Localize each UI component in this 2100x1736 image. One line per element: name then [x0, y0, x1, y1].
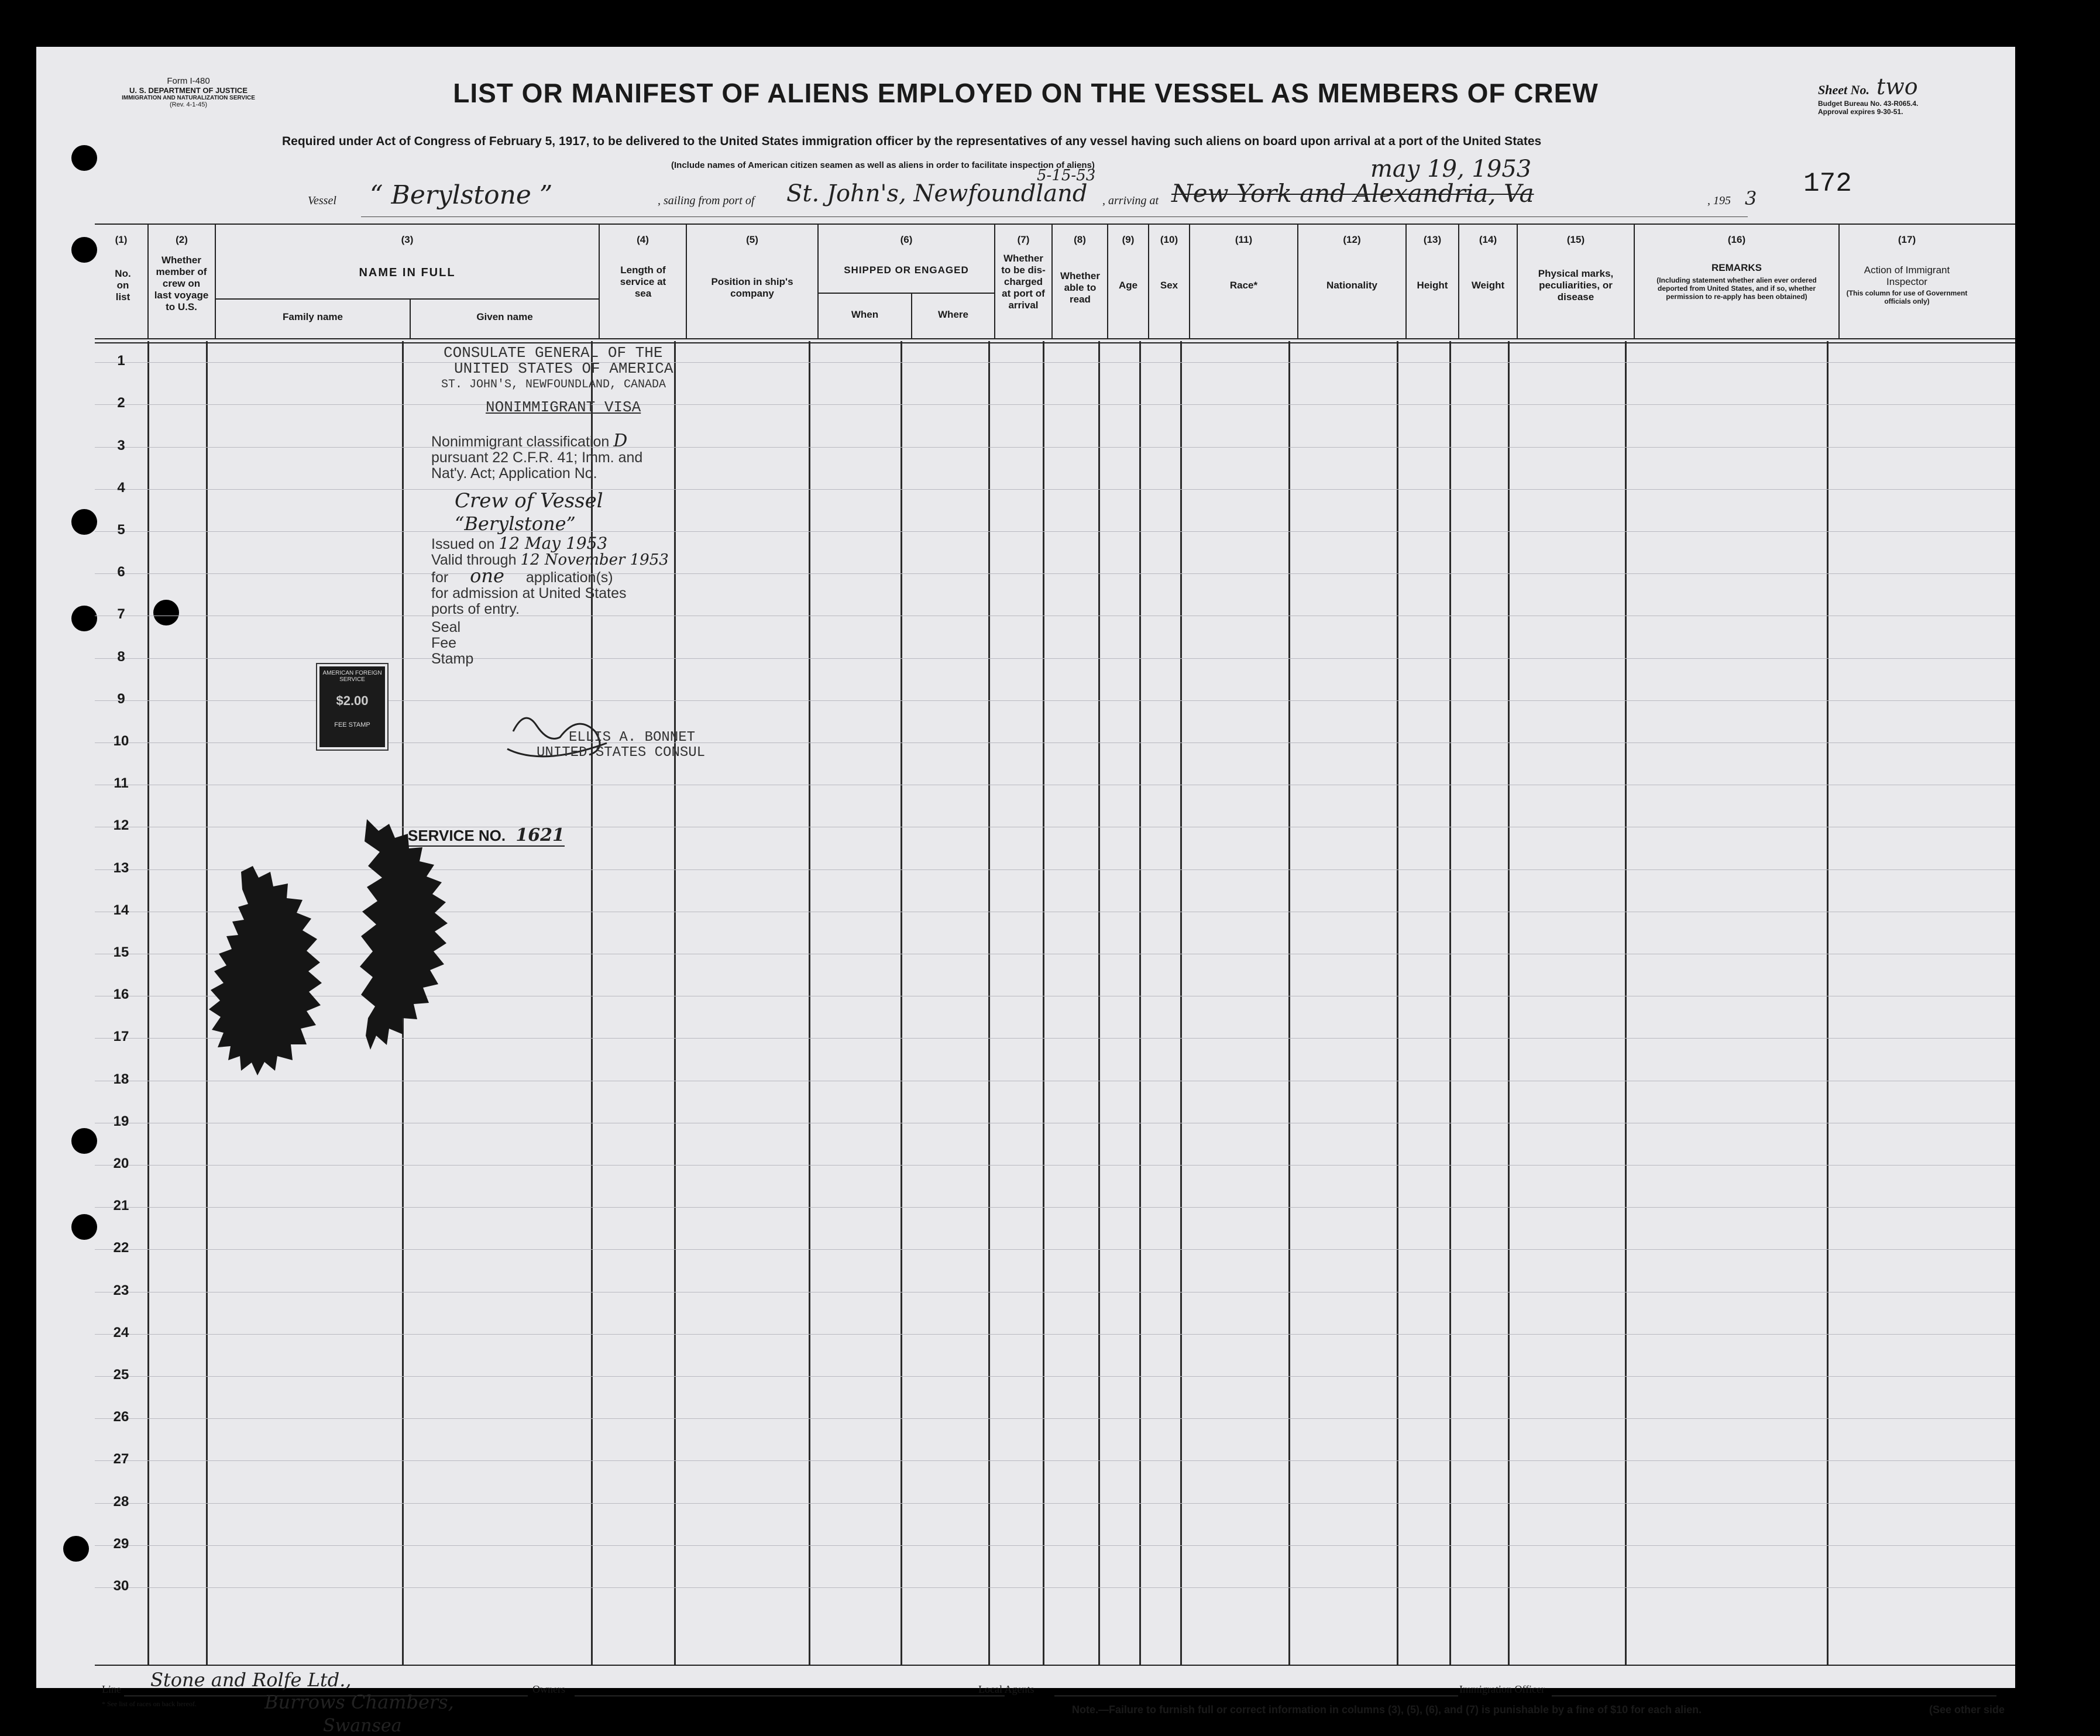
row-number: 6: [117, 564, 125, 580]
wax-seal-icon: [326, 813, 501, 1082]
col-label: Height: [1417, 280, 1448, 291]
row-number: 25: [113, 1367, 129, 1383]
row-number: 11: [114, 775, 129, 792]
fee-stamp-value: $2.00: [336, 693, 369, 708]
col-num: (2): [176, 234, 188, 245]
row-number: 13: [113, 860, 129, 876]
row-rule: [95, 1334, 2015, 1335]
row-number: 21: [113, 1198, 129, 1214]
col-num: (7): [1017, 234, 1030, 245]
year-suffix: 3: [1745, 187, 1757, 209]
sailing-date: 5-15-53: [1037, 167, 1096, 184]
col-num: (10): [1160, 234, 1178, 245]
vessel-name: “ Berylstone ”: [370, 180, 553, 210]
consul-name: ELLIS A. BONNET: [569, 730, 696, 745]
row-number: 8: [117, 648, 125, 665]
col-label: Whether able to read: [1060, 270, 1100, 305]
row-rule: [95, 1165, 2015, 1166]
visa-type: NONIMMIGRANT VISA: [486, 398, 641, 416]
col-label: No. on list: [115, 268, 131, 302]
col-num: (11): [1235, 234, 1253, 245]
page-title: LIST OR MANIFEST OF ALIENS EMPLOYED ON THE VESSEL AS MEMBERS OF CREW: [453, 78, 1599, 108]
footer-line-value: Stone and Rolfe Ltd.,: [150, 1669, 352, 1691]
valid-label: Valid through: [431, 552, 517, 568]
col-label: Action of Immigrant Inspector: [1864, 264, 1950, 287]
grid-col-line: [147, 341, 149, 1665]
col-label: Race*: [1229, 280, 1258, 291]
seal-label: Seal: [431, 619, 461, 635]
grid-col-line: [1827, 341, 1829, 1665]
valid-value: 12 November 1953: [520, 551, 669, 569]
footer-officer-label: Immigration Officer: [1459, 1683, 1545, 1695]
footer-line-label: Line: [102, 1683, 121, 1695]
row-rule: [95, 404, 2015, 405]
col-label: Age: [1118, 280, 1138, 291]
consulate-line: ST. JOHN'S, NEWFOUNDLAND, CANADA: [441, 378, 666, 391]
row-number: 24: [113, 1324, 129, 1340]
admission-text: for admission at United States: [431, 585, 627, 601]
col-num: (4): [637, 234, 649, 245]
grid-col-line: [1288, 341, 1290, 1665]
act-text: Nat'y. Act; Application No.: [431, 465, 597, 482]
table-bottom-rule: [95, 1665, 2015, 1666]
form-number: Form I-480: [167, 76, 210, 86]
vessel-label: Vessel: [308, 194, 336, 207]
service-name: IMMIGRATION AND NATURALIZATION SERVICE: [122, 95, 255, 101]
consulate-line: UNITED STATES OF AMERICA: [454, 360, 673, 377]
header-top-rule: [95, 224, 2015, 225]
application-label: application(s): [525, 569, 613, 586]
punch-hole: [63, 1536, 89, 1562]
arriving-port: New York and Alexandria, Va: [1171, 179, 1534, 208]
row-number: 12: [113, 817, 129, 834]
races-note: * See list of races on back hereof.: [102, 1700, 197, 1708]
col-num: (3): [401, 234, 414, 245]
page-number: 172: [1803, 169, 1852, 199]
grid-col-line: [809, 341, 810, 1665]
row-number: 19: [113, 1113, 129, 1129]
row-rule: [95, 1418, 2015, 1419]
row-number: 4: [117, 479, 125, 496]
punch-hole: [153, 600, 179, 625]
row-number: 10: [113, 733, 129, 749]
row-rule: [95, 1207, 2015, 1208]
visa-vessel-name: “Berylstone”: [455, 513, 576, 535]
row-number: 1: [117, 353, 125, 369]
row-number: 30: [113, 1578, 129, 1594]
row-rule: [95, 489, 2015, 490]
sailing-port: St. John's, Newfoundland: [786, 180, 1088, 207]
col-num: (6): [900, 234, 913, 245]
row-rule: [95, 658, 2015, 659]
grid-col-line: [1508, 341, 1510, 1665]
grid-col-line: [1139, 341, 1141, 1665]
subtitle: Required under Act of Congress of February 5, 1917, to be delivered to the United States immigration officer by the representatives of any vessel having such aliens on board upon arrival at a port of the United States: [282, 135, 1542, 148]
sheet-label: Sheet No.: [1818, 82, 1869, 97]
visa-stamp: [433, 345, 673, 415]
row-number: 17: [113, 1029, 129, 1045]
issued-value: 12 May 1953: [499, 534, 608, 553]
consulate-line: CONSULATE GENERAL OF THE: [444, 344, 663, 362]
row-number: 9: [117, 690, 125, 707]
row-number: 23: [113, 1282, 129, 1298]
col-sublabel: Family name: [283, 311, 343, 322]
stamp-label: Stamp: [431, 651, 474, 667]
col-num: (1): [115, 234, 128, 245]
consul-title: UNITED STATES CONSUL: [537, 745, 706, 761]
name-sub-rule: [215, 298, 599, 300]
include-note: (Include names of American citizen seamen as well as aliens in order to facilitate inspection of aliens): [671, 160, 1095, 170]
issued-label: Issued on: [431, 536, 495, 552]
punch-hole: [71, 145, 97, 171]
grid-col-line: [1098, 341, 1100, 1665]
col-sublabel: Where: [938, 309, 968, 320]
fee-label: Fee: [431, 635, 457, 651]
col-num: (16): [1727, 234, 1746, 245]
header-bottom-rule: [95, 338, 2015, 343]
col-num: (17): [1898, 234, 1916, 245]
row-number: 15: [113, 944, 129, 960]
row-number: 20: [113, 1156, 129, 1171]
crew-of-vessel: Crew of Vessel: [455, 489, 603, 513]
for-value: one: [470, 565, 504, 587]
row-number: 27: [113, 1451, 129, 1467]
grid-col-line: [1625, 341, 1627, 1665]
grid-col-line: [988, 341, 990, 1665]
fee-stamp-bottom: FEE STAMP: [334, 721, 370, 728]
punch-hole: [71, 1214, 97, 1240]
service-no-value: 1621: [515, 825, 565, 845]
row-number: 16: [113, 986, 129, 1003]
sailing-label: , sailing from port of: [658, 194, 755, 207]
footer-line-value-2: Burrows Chambers,: [264, 1691, 454, 1713]
col-label: Physical marks, peculiarities, or disease: [1538, 268, 1614, 302]
row-number: 26: [113, 1409, 129, 1425]
row-number: 2: [117, 395, 125, 411]
form-revision: (Rev. 4-1-45): [170, 101, 207, 108]
fee-stamp: [317, 664, 387, 750]
col-label: Position in ship's company: [711, 276, 793, 299]
col-sublabel: When: [851, 309, 879, 320]
footer-owners-label: Owners: [532, 1683, 565, 1695]
consul-block: [537, 730, 705, 761]
row-number: 7: [117, 606, 125, 623]
pursuant-text: pursuant 22 C.F.R. 41; Imm. and: [431, 449, 643, 466]
see-other-side: (See other side: [1929, 1704, 2005, 1716]
row-rule: [95, 1503, 2015, 1504]
col-label: SHIPPED OR ENGAGED: [844, 264, 969, 276]
visa-details: [431, 433, 669, 667]
manifest-sheet: [36, 47, 2015, 1736]
col-sublabel: Given name: [476, 311, 533, 322]
row-number: 5: [117, 522, 125, 538]
col-label: Sex: [1160, 280, 1178, 291]
col-label: Whether to be dis-charged at port of arrival: [1001, 253, 1046, 311]
budget-bureau: Budget Bureau No. 43-R065.4.: [1818, 99, 1919, 108]
col-label: Nationality: [1326, 280, 1377, 291]
col-num: (9): [1122, 234, 1135, 245]
fine-note: Note.—Failure to furnish full or correct information in columns (3), (5), (6), and (7) is punishable by a fine of $10 for each alien.: [1072, 1704, 1702, 1716]
row-rule: [95, 1249, 2015, 1250]
punch-hole: [71, 509, 97, 535]
row-rule: [95, 447, 2015, 448]
row-rule: [95, 1376, 2015, 1377]
punch-hole: [71, 237, 97, 263]
grid-col-line: [1449, 341, 1451, 1665]
grid-col-line: [1397, 341, 1398, 1665]
service-no-label: SERVICE NO.: [408, 827, 506, 844]
vessel-underline: [361, 216, 1748, 217]
row-number: 3: [117, 437, 125, 453]
col-label: Length of service at sea: [620, 264, 666, 299]
row-rule: [95, 1545, 2015, 1546]
row-rule: [95, 573, 2015, 574]
classification-label: Nonimmigrant classification: [431, 434, 610, 450]
shipped-sub-rule: [817, 293, 994, 294]
grid-col-line: [901, 341, 902, 1665]
year-prefix: , 195: [1707, 194, 1731, 207]
row-number: 28: [113, 1493, 129, 1510]
col-label: REMARKS: [1711, 262, 1762, 273]
col-label: NAME IN FULL: [359, 266, 456, 279]
punch-hole: [71, 606, 97, 631]
row-number: 29: [113, 1535, 129, 1552]
arriving-label: , arriving at: [1102, 194, 1159, 207]
department-name: U. S. DEPARTMENT OF JUSTICE: [129, 86, 248, 95]
row-number: 22: [113, 1240, 129, 1256]
approval-expiry: Approval expires 9-30-51.: [1818, 108, 1903, 116]
row-rule: [95, 1587, 2015, 1588]
col-label: Whether member of crew on last voyage to U.S.: [154, 255, 209, 312]
col-num: (15): [1566, 234, 1585, 245]
footer-line-value-3: Swansea: [323, 1716, 402, 1736]
row-rule: [95, 1460, 2015, 1461]
col-num: (14): [1479, 234, 1497, 245]
col-num: (13): [1423, 234, 1442, 245]
punch-hole: [71, 1128, 97, 1154]
col-num: (5): [746, 234, 758, 245]
row-number: 14: [113, 902, 129, 918]
sheet-number-block: [1818, 74, 1918, 116]
row-rule: [95, 362, 2015, 363]
row-number: 18: [113, 1071, 129, 1087]
col-note: (Including statement whether alien ever ordered deported from United States, and if so, whether permission to re-apply has been obtained): [1656, 276, 1817, 301]
col-num: (8): [1074, 234, 1086, 245]
grid-col-line: [1180, 341, 1182, 1665]
ports-text: ports of entry.: [431, 601, 520, 617]
col-label: Weight: [1471, 280, 1505, 291]
fee-stamp-top: AMERICAN FOREIGN SERVICE: [322, 670, 382, 683]
grid-col-line: [1043, 341, 1044, 1665]
classification-value: D: [613, 431, 628, 451]
grid-col-line: [674, 341, 676, 1665]
footer-agents-label: Local Agents: [978, 1683, 1034, 1695]
sheet-value: two: [1876, 74, 1918, 99]
arriving-date: may 19, 1953: [1370, 156, 1532, 183]
col-num: (12): [1343, 234, 1361, 245]
for-label: for: [431, 569, 449, 586]
row-rule: [95, 531, 2015, 532]
col-note: (This column for use of Government officials only): [1846, 289, 1968, 305]
